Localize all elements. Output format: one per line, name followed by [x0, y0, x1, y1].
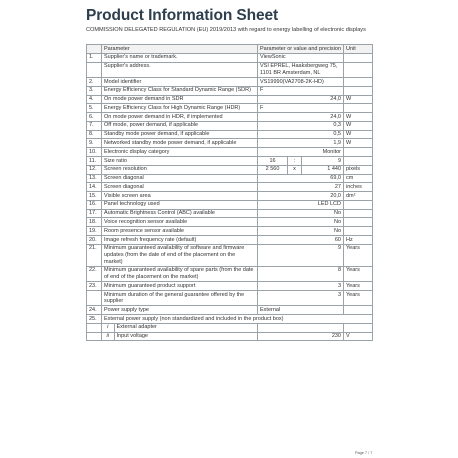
page-title: Product Information Sheet [86, 7, 279, 24]
row-parameter: On mode power demand in SDR [102, 95, 258, 104]
row-value-second: 9 [302, 156, 344, 165]
row-number [87, 290, 102, 305]
row-parameter: Supplier's name or trademark. [102, 53, 258, 62]
row-unit: Years [344, 290, 373, 305]
row-number: 4. [87, 95, 102, 104]
table-row [87, 165, 373, 174]
row-value: 69,0 [258, 174, 344, 183]
row-parameter: Screen diagonal [102, 183, 258, 192]
row-parameter: Visible screen area [102, 192, 258, 201]
row-value: No [258, 209, 344, 218]
row-number: 12. [87, 165, 102, 174]
row-parameter: Energy Efficiency Class for Standard Dynamic Range (SDR) [102, 86, 258, 95]
row-value: F [258, 86, 344, 95]
subrow-index: ii [102, 333, 114, 341]
row-unit [344, 200, 373, 209]
table-body [87, 53, 373, 341]
row-number-empty [87, 332, 102, 341]
row-parameter: Automatic Brightness Control (ABC) available [102, 209, 258, 218]
row-value: VS19990(VA2708-2K-HD) [258, 77, 344, 86]
table-row [87, 86, 373, 95]
row-parameter: Minimum guaranteed availability of software and firmware updates (from the date of end of the placement on the market) [102, 244, 258, 266]
row-parameter: On mode power demand in HDR, if implemented [102, 113, 258, 122]
row-number: 22. [87, 266, 102, 281]
row-parameter: Room presence sensor available [102, 227, 258, 236]
row-unit: W [344, 95, 373, 104]
table-row [87, 62, 373, 77]
row-value: 3 [258, 282, 344, 291]
row-value: 9 [258, 244, 344, 266]
subrow-parameter [102, 323, 258, 332]
row-unit: W [344, 130, 373, 139]
row-unit: V [344, 332, 373, 341]
row-parameter: Size ratio [102, 156, 258, 165]
row-unit: Years [344, 266, 373, 281]
row-value: 3 [258, 290, 344, 305]
row-value: 1,9 [258, 139, 344, 148]
row-number: 8. [87, 130, 102, 139]
row-parameter: Screen resolution [102, 165, 258, 174]
row-number [87, 62, 102, 77]
row-number: 1. [87, 53, 102, 62]
row-parameter: Electronic display category [102, 148, 258, 157]
row-number: 17. [87, 209, 102, 218]
row-value: No [258, 227, 344, 236]
row-number: 10. [87, 148, 102, 157]
row-value: 60 [258, 236, 344, 245]
table-row [87, 227, 373, 236]
row-value: 230 [258, 332, 344, 341]
row-value: 27 [258, 183, 344, 192]
row-number: 11. [87, 156, 102, 165]
row-number: 9. [87, 139, 102, 148]
row-parameter: Minimum guaranteed availability of spare parts (from the date of end of the placement on the market) [102, 266, 258, 281]
table-subrow [87, 332, 373, 341]
table-row [87, 315, 373, 324]
row-number: 7. [87, 121, 102, 130]
row-unit [344, 77, 373, 86]
table-row [87, 174, 373, 183]
row-parameter: Minimum guaranteed product support [102, 282, 258, 291]
table-row [87, 209, 373, 218]
row-parameter: Screen diagonal [102, 174, 258, 183]
subrow-label: Input voltage [116, 333, 148, 340]
product-info-table [86, 44, 373, 341]
row-value: 24,0 [258, 113, 344, 122]
row-number: 2. [87, 77, 102, 86]
row-parameter: Supplier's address. [102, 62, 258, 77]
table-subrow [87, 323, 373, 332]
table-row [87, 95, 373, 104]
row-number: 21. [87, 244, 102, 266]
table-header-row [87, 45, 373, 54]
subrow-inner [102, 333, 257, 341]
row-parameter: Minimum duration of the general guarantee offered by the supplier [102, 290, 258, 305]
row-unit: W [344, 113, 373, 122]
subrow-inner [102, 324, 257, 332]
row-unit [344, 209, 373, 218]
table-row [87, 282, 373, 291]
row-value: External [258, 306, 344, 315]
row-unit: dm² [344, 192, 373, 201]
row-value-separator: : [288, 156, 302, 165]
row-value: 0,3 [258, 121, 344, 130]
row-unit: inches [344, 183, 373, 192]
table-row [87, 200, 373, 209]
row-unit: pixels [344, 165, 373, 174]
row-parameter: Image refresh frequency rate (default) [102, 236, 258, 245]
row-value: ViewSonic [258, 53, 344, 62]
table-row [87, 53, 373, 62]
header-unit: Unit [344, 45, 373, 54]
table-row [87, 139, 373, 148]
row-parameter: Power supply type [102, 306, 258, 315]
table-row [87, 148, 373, 157]
table-row [87, 130, 373, 139]
row-unit [344, 218, 373, 227]
table-row [87, 218, 373, 227]
row-number: 25. [87, 315, 102, 324]
row-value: F [258, 104, 344, 113]
row-value: 8 [258, 266, 344, 281]
row-value-second: 1 440 [302, 165, 344, 174]
row-value-first: 16 [258, 156, 288, 165]
row-number: 19. [87, 227, 102, 236]
table-row [87, 244, 373, 266]
row-unit: Hz [344, 236, 373, 245]
row-parameter: Voice recognition sensor available [102, 218, 258, 227]
row-number: 18. [87, 218, 102, 227]
row-value: No [258, 218, 344, 227]
row-unit [344, 53, 373, 62]
row-number: 5. [87, 104, 102, 113]
header-parameter: Parameter [102, 45, 258, 54]
row-number: 20. [87, 236, 102, 245]
row-unit [344, 62, 373, 77]
row-unit: W [344, 139, 373, 148]
row-unit: Years [344, 282, 373, 291]
row-unit: W [344, 121, 373, 130]
table-row [87, 121, 373, 130]
row-unit [344, 156, 373, 165]
row-unit: cm [344, 174, 373, 183]
row-value [258, 323, 344, 332]
row-number: 23. [87, 282, 102, 291]
page-subtitle: COMMISSION DELEGATED REGULATION (EU) 2019/2013 with regard to energy labelling of electronic displays [86, 27, 366, 33]
row-value-first: 2 560 [258, 165, 288, 174]
row-parameter: Networked standby mode power demand, if applicable [102, 139, 258, 148]
table-row [87, 266, 373, 281]
row-value: LED LCD [258, 200, 344, 209]
row-value-separator: x [288, 165, 302, 174]
row-unit [344, 227, 373, 236]
page-number: Page 7 / 7 [355, 451, 373, 455]
row-parameter: Energy Efficiency Class for High Dynamic Range (HDR) [102, 104, 258, 113]
row-unit: Years [344, 244, 373, 266]
document-page [86, 0, 372, 458]
table-row [87, 306, 373, 315]
table-row [87, 183, 373, 192]
table-row [87, 104, 373, 113]
row-number: 24. [87, 306, 102, 315]
row-unit [344, 148, 373, 157]
table-row [87, 77, 373, 86]
row-unit [344, 306, 373, 315]
subrow-label: External adapter [116, 324, 157, 331]
row-value: Monitor [258, 148, 344, 157]
row-value: 24,0 [258, 95, 344, 104]
row-unit [344, 323, 373, 332]
row-parameter: Standby mode power demand, if applicable [102, 130, 258, 139]
row-unit [344, 104, 373, 113]
table-row [87, 113, 373, 122]
row-value: 20,0 [258, 192, 344, 201]
row-number: 13. [87, 174, 102, 183]
row-number: 6. [87, 113, 102, 122]
row-number-empty [87, 323, 102, 332]
table-row [87, 192, 373, 201]
row-parameter: Panel technology used [102, 200, 258, 209]
row-parameter: Model identifier [102, 77, 258, 86]
subrow-index: i [102, 324, 114, 332]
row-unit [344, 86, 373, 95]
header-value: Parameter or value and precision [258, 45, 344, 54]
row-number: 14. [87, 183, 102, 192]
table-row [87, 156, 373, 165]
row-parameter: Off mode, power demand, if applicable [102, 121, 258, 130]
row-number: 16. [87, 200, 102, 209]
table-row [87, 236, 373, 245]
row-parameter: External power supply (non standardized and included in the product box) [102, 315, 373, 324]
row-value: VSI EPREL, Haaksbergweg 75, 1101 BR Amsterdam, NL [258, 62, 344, 77]
row-value: 0,5 [258, 130, 344, 139]
row-number: 15. [87, 192, 102, 201]
table-row [87, 290, 373, 305]
row-number: 3. [87, 86, 102, 95]
header-number [87, 45, 102, 54]
subrow-parameter [102, 332, 258, 341]
